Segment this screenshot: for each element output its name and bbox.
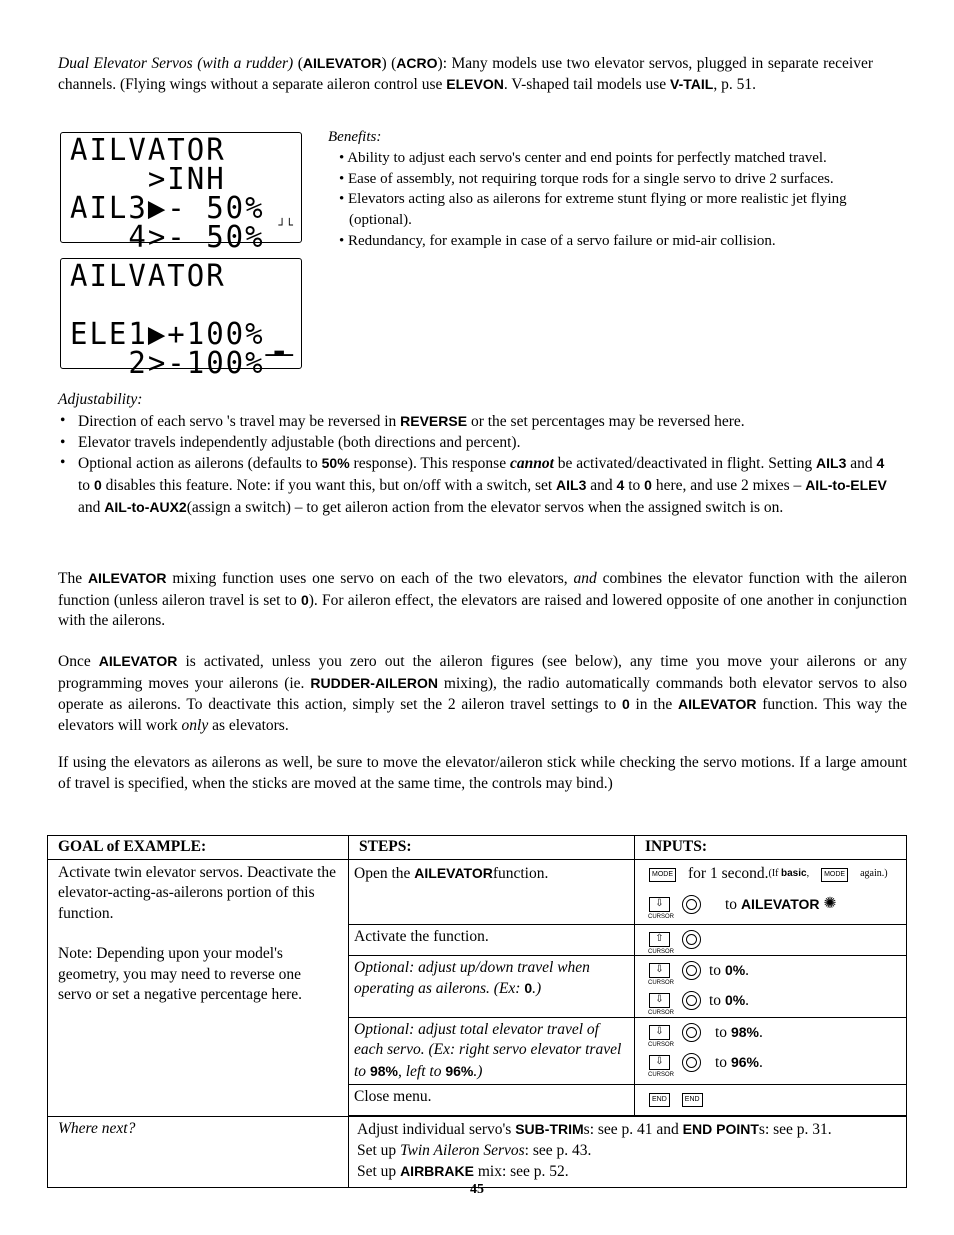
- dial-icon: [682, 961, 701, 980]
- mode-key-icon: MODE: [649, 868, 676, 882]
- mode-key-icon: MODE: [821, 868, 848, 882]
- cursor-down-key-icon: ⇩ CURSOR: [648, 964, 675, 986]
- press-dial-icon: ✺: [823, 895, 837, 913]
- cursor-up-key-icon: ⇧ CURSOR: [648, 933, 675, 955]
- example-table: [47, 835, 907, 1188]
- lcd-line: AILVATOR: [70, 131, 226, 168]
- lcd-screen-elevator: [60, 257, 302, 381]
- cursor-down-key-icon: ⇩ CURSOR: [648, 994, 675, 1016]
- list-item: • Direction of each servo 's travel may be reversed in REVERSE or the set percentages may be reversed here.: [58, 411, 898, 433]
- adjustability-heading: Adjustability:: [58, 391, 143, 408]
- body-paragraph: The AILEVATOR mixing function uses one servo on each of the two elevators, and combines the elevator function with the aileron function (unless aileron travel is set to 0). For aileron effect, the elevators are raised and lowered opposite of one another in conjunction with the ailerons.: [58, 570, 908, 630]
- benefits-section: [328, 127, 888, 252]
- end-key-icon: END: [682, 1093, 703, 1107]
- lcd-screen-inh: [60, 131, 302, 255]
- dial-icon: [682, 1023, 701, 1042]
- cursor-down-key-icon: ⇩ CURSOR: [648, 1026, 675, 1048]
- list-item: • Ease of assembly, not requiring torque rods for a single servo to drive 2 surfaces.: [339, 170, 834, 187]
- input-cell: ⇩ CURSOR to 0%. ⇩ CURSOR to 0%.: [635, 955, 907, 1017]
- lcd-line: >INH: [70, 160, 226, 197]
- cursor-down-key-icon: ⇩ CURSOR: [648, 1056, 675, 1078]
- list-item: • Elevators acting also as ailerons for extreme stunt flying or more realistic jet flying (optional).: [339, 191, 847, 229]
- lcd-line: AILVATOR: [70, 257, 226, 294]
- step-cell: Open the AILEVATORfunction.: [349, 859, 635, 924]
- step-cell: Optional: adjust total elevator travel of each servo. (Ex: right servo elevator travel to 98%, left to 96%.): [349, 1017, 635, 1085]
- adjustability-section: [58, 390, 898, 519]
- cursor-down-key-icon: ⇩ CURSOR: [648, 898, 675, 920]
- column-header: GOAL of EXAMPLE:: [48, 836, 349, 860]
- end-key-icon: END: [649, 1093, 670, 1107]
- input-cell: MODE for 1 second. (If basic, MODE again.) ⇩ CURSOR to AILEVATOR ✺: [635, 859, 907, 924]
- step-cell: Activate the function.: [349, 924, 635, 955]
- page-number: 45: [470, 1182, 484, 1197]
- body-paragraph: Once AILEVATOR is activated, unless you zero out the aileron figures (see below), any time you move your ailerons or any programming moves your ailerons (ie. RUDDER-AILERON mixing), the radio automatically commands both elevator servos to also operate as ailerons. To deactivate this action, simply set the 2 aileron travel settings to 0 in the AILEVATOR function. This way the elevators will work only as elevators.: [58, 653, 907, 734]
- table-row: [48, 859, 907, 924]
- where-next-cell: Where next?: [48, 1117, 349, 1188]
- next-steps-cell: Adjust individual servo's SUB-TRIMs: see p. 41 and END POINTs: see p. 31. Set up Twin Aileron Servos: see p. 43. Set up AIRBRAKE mix: see p. 52.: [349, 1117, 907, 1188]
- column-header: INPUTS:: [635, 836, 907, 860]
- column-header: STEPS:: [349, 836, 635, 860]
- table-header-row: [48, 836, 907, 860]
- dial-icon: [682, 1053, 701, 1072]
- benefits-heading: Benefits:: [328, 129, 382, 145]
- table-row: [48, 1117, 907, 1188]
- input-cell: [635, 1085, 907, 1116]
- goal-cell: Activate twin elevator servos. Deactivate the elevator-acting-as-ailerons portion of this function. Note: Depending upon your model's geometry, you may need to reverse one servo or set a negative percentage here.: [48, 859, 349, 1117]
- dial-icon: [682, 930, 701, 949]
- elevator-symbol-icon: ▁▃▁: [265, 342, 293, 356]
- step-cell: Optional: adjust up/down travel when operating as ailerons. (Ex: 0.): [349, 955, 635, 1017]
- tail-symbol-icon: ┘└: [278, 218, 293, 232]
- list-item: • Elevator travels independently adjustable (both directions and percent).: [58, 433, 898, 454]
- step-cell: Close menu.: [349, 1085, 635, 1116]
- input-cell: [635, 924, 907, 955]
- lcd-line: ELE1▶+100%: [70, 315, 265, 352]
- body-paragraph: If using the elevators as ailerons as well, be sure to move the elevator/aileron stick while checking the servo motions. If a large amount of travel is specified, when the sticks are moved at the same time, the controls may bind.): [58, 754, 907, 792]
- list-item: • Redundancy, for example in case of a servo failure or mid-air collision.: [339, 232, 776, 249]
- input-cell: ⇩ CURSOR to 98%. ⇩ CURSOR to 96%.: [635, 1017, 907, 1085]
- lcd-line: 4>- 50%: [70, 218, 265, 255]
- dial-icon: [682, 991, 701, 1010]
- list-item: • Optional action as ailerons (defaults to 50% response). This response cannot be activated/deactivated in flight. Setting AIL3 and 4 to 0 disables this feature. Note: if you want this, but on/off with a switch, set AIL3 and 4 to 0 here, and use 2 mixes – AIL-to-ELEV and AIL-to-AUX2(assign a switch) – to get aileron action from the elevator servos when the assigned switch is on.: [58, 453, 898, 518]
- dial-icon: [682, 895, 701, 914]
- lcd-line: 2>-100%: [70, 344, 265, 381]
- intro-paragraph: Dual Elevator Servos (with a rudder) (AILEVATOR) (ACRO): Many models use two elevator servos, plugged in separate receiver channels. (Flying wings without a separate aileron control use ELEVON. V-shaped tail models use V-TAIL, p. 51.: [58, 55, 873, 93]
- list-item: • Ability to adjust each servo's center and end points for perfectly matched travel.: [339, 149, 827, 166]
- lcd-line: AIL3▶- 50%: [70, 189, 265, 226]
